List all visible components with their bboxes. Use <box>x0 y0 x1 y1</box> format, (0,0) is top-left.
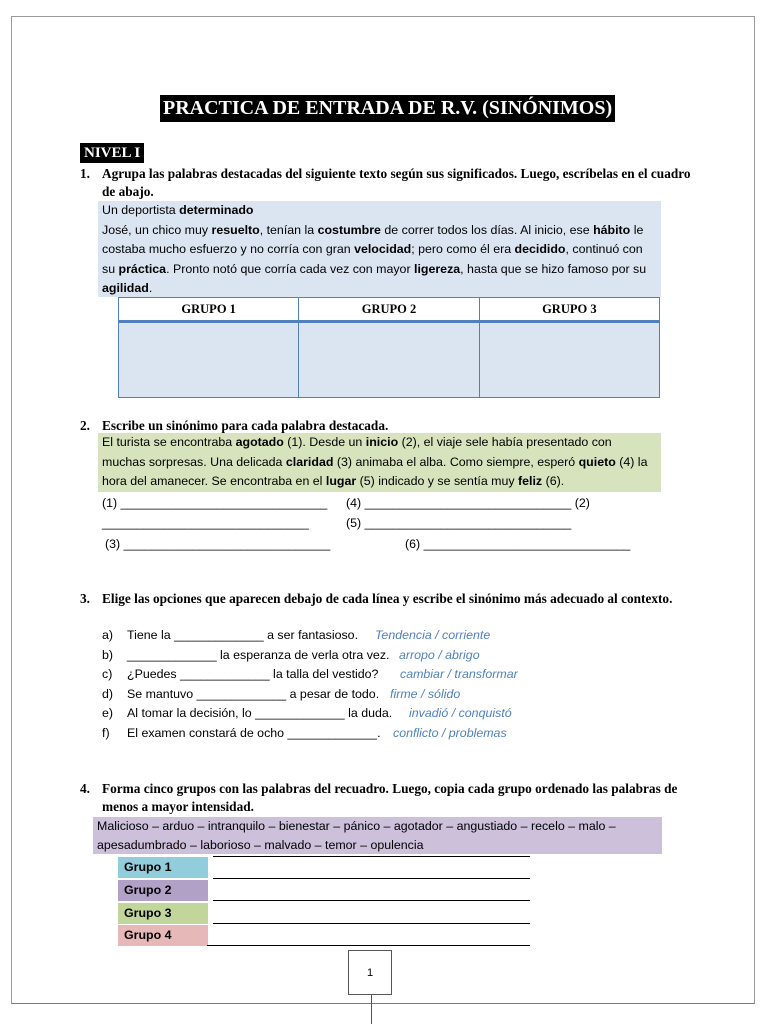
question-number: 3. <box>80 591 90 606</box>
passage-subtitle: Un deportista determinado <box>102 203 254 217</box>
option-choices: conflicto / problemas <box>393 725 507 740</box>
passage-text <box>102 221 657 299</box>
answer-line-6[interactable]: (6) ______________________________ <box>405 537 631 551</box>
question-number: 1. <box>80 166 90 181</box>
highlighted-word: quieto <box>578 454 616 469</box>
option-sentence[interactable]: Al tomar la decisión, lo _____________ la duda. <box>127 706 393 720</box>
answer-line-1[interactable]: (1) ______________________________ <box>102 496 328 510</box>
highlighted-word: práctica <box>118 261 167 276</box>
answer-line-2[interactable]: ______________________________ <box>102 516 309 530</box>
option-letter: b) <box>102 647 114 662</box>
text-run: (5) indicado y se sentía muy <box>356 474 519 488</box>
text-run: El turista se encontraba <box>102 435 236 449</box>
option-letter: a) <box>102 628 114 642</box>
option-choices: Tendencia / corriente <box>375 628 491 642</box>
word-bank-line: Malicioso – arduo – intranquilo – bienestar – pánico – agotador – angustiado – recelo – malo – <box>97 819 616 833</box>
group-cell[interactable] <box>479 322 659 398</box>
group-answer-line[interactable] <box>213 900 530 901</box>
passage-box-1 <box>98 201 661 297</box>
text-run: . <box>148 281 153 295</box>
option-choices: firme / sólido <box>390 686 461 701</box>
answer-line-3[interactable]: (3) ______________________________ <box>105 537 331 551</box>
passage-box-2 <box>98 433 661 492</box>
option-choices: arropo / abrigo <box>399 647 480 662</box>
option-choices: invadió / conquistó <box>409 706 512 720</box>
group-header: GRUPO 1 <box>119 298 299 322</box>
option-sentence[interactable]: _____________ la esperanza de verla otra vez. <box>127 647 390 662</box>
text-run: ; pero como él era <box>411 242 515 256</box>
text-run: (3) animaba el alba. Como siempre, esperó <box>333 454 579 469</box>
text-run: (1). Desde un <box>283 435 366 449</box>
option-sentence[interactable]: Tiene la _____________ a ser fantasioso. <box>127 628 359 642</box>
text-run: (2), el viaje sele había presentado con muchas sorpresas. Una delicada <box>102 435 612 469</box>
question-instruction: Forma cinco grupos con las palabras del recuadro. Luego, copia cada grupo ordenado las palabras de menos a mayor intensidad. <box>102 781 678 814</box>
page-number: 1 <box>348 950 392 995</box>
highlighted-word: claridad <box>285 454 334 469</box>
text-run: (4) la hora del amanecer. Se encontraba en el <box>102 454 648 488</box>
highlighted-word: decidido <box>514 242 566 256</box>
option-sentence[interactable]: El examen constará de ocho _____________. <box>127 725 381 740</box>
text-run: , tenían la <box>259 222 318 237</box>
text-run: (6). <box>542 474 565 488</box>
question-instruction: Escribe un sinónimo para cada palabra destacada. <box>102 418 389 433</box>
option-sentence[interactable]: Se mantuvo _____________ a pesar de todo. <box>127 686 380 701</box>
word-bank-line: apesadumbrado – laborioso – malvado – temor – opulencia <box>97 837 424 852</box>
group-answer-line[interactable] <box>213 878 530 879</box>
group-cell[interactable] <box>299 322 479 398</box>
highlighted-word: costumbre <box>317 222 381 237</box>
text-run: José, un chico muy <box>102 222 212 237</box>
page-number-connector <box>371 995 372 1024</box>
groups-table <box>118 297 660 398</box>
highlighted-word: lugar <box>325 474 357 488</box>
option-choices: cambiar / transformar <box>400 667 518 681</box>
question-1 <box>80 165 692 205</box>
highlighted-word: agotado <box>235 435 284 449</box>
text-run: , continuó con su <box>102 242 643 276</box>
group-answer-line[interactable] <box>213 856 530 857</box>
text-run: . Pronto notó que corría cada vez con mayor <box>166 261 415 276</box>
answer-line-5[interactable]: (5) ______________________________ <box>346 516 572 530</box>
question-instruction: Elige las opciones que aparecen debajo de cada línea y escribe el sinónimo más adecuado al contexto. <box>102 591 673 606</box>
highlighted-word: agilidad <box>102 281 149 295</box>
group-header: GRUPO 3 <box>479 298 659 322</box>
text-run: de correr todos los días. Al inicio, ese <box>380 222 594 237</box>
highlighted-word: inicio <box>365 435 399 449</box>
highlighted-word: feliz <box>518 474 543 488</box>
group-label-2: Grupo 2 <box>118 880 208 901</box>
option-letter: f) <box>102 725 110 740</box>
option-letter: e) <box>102 706 114 720</box>
option-sentence[interactable]: ¿Puedes _____________ la talla del vestido? <box>127 667 379 681</box>
group-label-1: Grupo 1 <box>118 857 208 878</box>
group-header: GRUPO 2 <box>299 298 479 322</box>
highlighted-word: hábito <box>593 222 631 237</box>
question-number: 4. <box>80 781 90 796</box>
group-answer-line[interactable] <box>207 945 530 946</box>
text-run: , hasta que se hizo famoso por su <box>460 261 647 276</box>
question-instruction: Agrupa las palabras destacadas del siguiente texto según sus significados. Luego, escríbelas en el cuadro de abajo. <box>102 166 691 199</box>
group-label-3: Grupo 3 <box>118 903 208 924</box>
option-letter: c) <box>102 667 113 681</box>
answer-line-4[interactable]: (4) ______________________________ (2) <box>346 496 590 510</box>
question-3 <box>80 590 692 630</box>
word-bank <box>93 817 662 854</box>
question-number: 2. <box>80 418 90 433</box>
passage-text <box>102 433 657 492</box>
highlighted-word: ligereza <box>414 261 461 276</box>
question-4 <box>80 780 692 820</box>
highlighted-word: velocidad <box>354 242 412 256</box>
highlighted-word: resuelto <box>211 222 260 237</box>
group-label-4: Grupo 4 <box>118 925 208 946</box>
group-answer-line[interactable] <box>213 923 530 924</box>
option-letter: d) <box>102 686 114 701</box>
level-heading: NIVEL I <box>80 143 144 163</box>
page-title: PRACTICA DE ENTRADA DE R.V. (SINÓNIMOS) <box>160 95 615 122</box>
group-cell[interactable] <box>119 322 299 398</box>
text-run: le costaba mucho esfuerzo y no corría con gran <box>102 222 644 256</box>
